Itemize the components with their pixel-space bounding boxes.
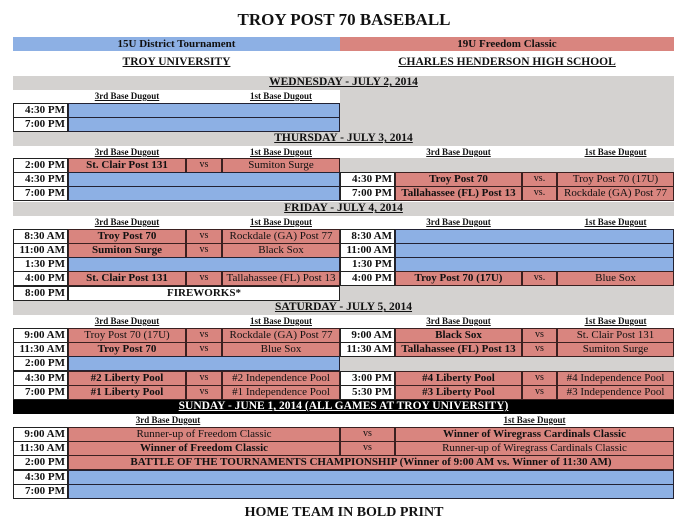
home-team[interactable]: Troy Post 70 bbox=[68, 229, 186, 244]
game-time: 7:00 PM bbox=[13, 484, 68, 499]
open-slot[interactable] bbox=[68, 257, 340, 272]
away-team[interactable]: Sumiton Surge bbox=[557, 342, 674, 357]
open-slot[interactable] bbox=[395, 229, 674, 244]
footer-note: HOME TEAM IN BOLD PRINT bbox=[244, 505, 444, 520]
game-time: 9:00 AM bbox=[13, 427, 68, 442]
game-time: 4:30 PM bbox=[13, 371, 68, 386]
game-time: 2:00 PM bbox=[13, 356, 68, 371]
versus-label: vs bbox=[522, 371, 557, 386]
open-slot[interactable] bbox=[395, 257, 674, 272]
versus-label: vs bbox=[186, 328, 222, 343]
first-base-dugout-label: 1st Base Dugout bbox=[584, 316, 647, 326]
away-team[interactable]: Winner of Wiregrass Cardinals Classic bbox=[395, 427, 674, 442]
schedule-note: BATTLE OF THE TOURNAMENTS CHAMPIONSHIP (Winner of 9:00 AM vs. Winner of 11:30 AM) bbox=[68, 455, 674, 470]
game-time: 1:30 PM bbox=[13, 257, 68, 272]
versus-label: vs bbox=[186, 229, 222, 244]
versus-label: vs bbox=[186, 342, 222, 357]
game-time: 2:00 PM bbox=[13, 455, 68, 470]
third-base-dugout-label: 3rd Base Dugout bbox=[426, 316, 491, 326]
home-team[interactable]: St. Clair Post 131 bbox=[68, 158, 186, 173]
third-base-dugout-label: 3rd Base Dugout bbox=[94, 91, 160, 101]
home-team[interactable]: #3 Liberty Pool bbox=[395, 385, 522, 400]
game-time: 1:30 PM bbox=[340, 257, 395, 272]
game-time: 7:00 PM bbox=[13, 117, 68, 132]
right-empty-area bbox=[340, 286, 674, 301]
home-team[interactable]: Tallahassee (FL) Post 13 bbox=[395, 186, 522, 201]
home-team[interactable]: Runner-up of Freedom Classic bbox=[68, 427, 340, 442]
day-header: SATURDAY - JULY 5, 2014 bbox=[13, 301, 674, 315]
game-time: 7:00 PM bbox=[13, 385, 68, 400]
home-team[interactable]: Sumiton Surge bbox=[68, 243, 186, 258]
home-team[interactable]: Troy Post 70 bbox=[395, 172, 522, 187]
third-base-dugout-label: 3rd Base Dugout bbox=[426, 147, 491, 157]
home-team[interactable]: Troy Post 70 bbox=[68, 342, 186, 357]
day-header: THURSDAY - JULY 3, 2014 bbox=[13, 132, 674, 146]
third-base-dugout-label: 3rd Base Dugout bbox=[94, 217, 160, 227]
away-team[interactable]: #4 Independence Pool bbox=[557, 371, 674, 386]
open-slot[interactable] bbox=[68, 172, 340, 187]
versus-label: vs. bbox=[522, 172, 557, 187]
away-team[interactable]: Runner-up of Wiregrass Cardinals Classic bbox=[395, 441, 674, 456]
right-empty-area bbox=[340, 158, 674, 172]
away-team[interactable]: Rockdale (GA) Post 77 bbox=[222, 328, 340, 343]
third-base-dugout-label: 3rd Base Dugout bbox=[94, 147, 160, 157]
versus-label: vs bbox=[340, 427, 395, 442]
third-base-dugout-label: 3rd Base Dugout bbox=[135, 415, 201, 425]
game-time: 8:30 AM bbox=[340, 229, 395, 244]
home-team[interactable]: St. Clair Post 131 bbox=[68, 271, 186, 286]
versus-label: vs bbox=[186, 243, 222, 258]
home-team[interactable]: #2 Liberty Pool bbox=[68, 371, 186, 386]
game-time: 2:00 PM bbox=[13, 158, 68, 173]
versus-label: vs bbox=[186, 371, 222, 386]
third-base-dugout-label: 3rd Base Dugout bbox=[94, 316, 160, 326]
game-time: 11:30 AM bbox=[13, 342, 68, 357]
away-team[interactable]: Tallahassee (FL) Post 13 bbox=[222, 271, 340, 286]
first-base-dugout-label: 1st Base Dugout bbox=[249, 147, 312, 157]
day-header: SUNDAY - JUNE 1, 2014 (ALL GAMES AT TROY UNIVERSITY) bbox=[13, 400, 674, 414]
first-base-dugout-label: 1st Base Dugout bbox=[249, 217, 312, 227]
away-team[interactable]: #1 Independence Pool bbox=[222, 385, 340, 400]
home-team[interactable]: Black Sox bbox=[395, 328, 522, 343]
first-base-dugout-label: 1st Base Dugout bbox=[584, 217, 647, 227]
left-tournament-band: 15U District Tournament bbox=[13, 37, 340, 51]
day-header: WEDNESDAY - JULY 2, 2014 bbox=[13, 76, 674, 90]
away-team[interactable]: #3 Independence Pool bbox=[557, 385, 674, 400]
game-time: 4:30 PM bbox=[13, 172, 68, 187]
third-base-dugout-label: 3rd Base Dugout bbox=[426, 217, 491, 227]
game-time: 8:30 AM bbox=[13, 229, 68, 244]
versus-label: vs bbox=[522, 328, 557, 343]
right-venue: CHARLES HENDERSON HIGH SCHOOL bbox=[398, 56, 616, 69]
game-time: 7:00 PM bbox=[13, 186, 68, 201]
first-base-dugout-label: 1st Base Dugout bbox=[503, 415, 566, 425]
game-time: 4:00 PM bbox=[340, 271, 395, 286]
schedule-note: FIREWORKS* bbox=[68, 286, 340, 301]
right-tournament-band: 19U Freedom Classic bbox=[340, 37, 674, 51]
home-team[interactable]: Winner of Freedom Classic bbox=[68, 441, 340, 456]
game-time: 9:00 AM bbox=[340, 328, 395, 343]
open-slot[interactable] bbox=[68, 470, 674, 485]
away-team[interactable]: Black Sox bbox=[222, 243, 340, 258]
game-time: 5:30 PM bbox=[340, 385, 395, 400]
versus-label: vs bbox=[186, 158, 222, 173]
away-team[interactable]: Troy Post 70 (17U) bbox=[557, 172, 674, 187]
open-slot[interactable] bbox=[68, 484, 674, 499]
versus-label: vs. bbox=[522, 186, 557, 201]
away-team[interactable]: #2 Independence Pool bbox=[222, 371, 340, 386]
away-team[interactable]: Rockdale (GA) Post 77 bbox=[557, 186, 674, 201]
away-team[interactable]: Rockdale (GA) Post 77 bbox=[222, 229, 340, 244]
versus-label: vs bbox=[186, 385, 222, 400]
game-time: 11:00 AM bbox=[13, 243, 68, 258]
game-time: 7:00 PM bbox=[340, 186, 395, 201]
versus-label: vs. bbox=[522, 271, 557, 286]
game-time: 4:30 PM bbox=[340, 172, 395, 187]
game-time: 4:30 PM bbox=[13, 470, 68, 485]
day-header: FRIDAY - JULY 4, 2014 bbox=[13, 202, 674, 216]
home-team[interactable]: Tallahassee (FL) Post 13 bbox=[395, 342, 522, 357]
open-slot[interactable] bbox=[395, 243, 674, 258]
game-time: 4:30 PM bbox=[13, 103, 68, 118]
away-team[interactable]: Blue Sox bbox=[222, 342, 340, 357]
game-time: 8:00 PM bbox=[13, 286, 68, 301]
page-title: TROY POST 70 BASEBALL bbox=[237, 9, 451, 29]
away-team[interactable]: Blue Sox bbox=[557, 271, 674, 286]
home-team[interactable]: Troy Post 70 (17U) bbox=[68, 328, 186, 343]
open-slot[interactable] bbox=[68, 117, 340, 132]
game-time: 9:00 AM bbox=[13, 328, 68, 343]
away-team[interactable]: St. Clair Post 131 bbox=[557, 328, 674, 343]
home-team[interactable]: #1 Liberty Pool bbox=[68, 385, 186, 400]
home-team[interactable]: #4 Liberty Pool bbox=[395, 371, 522, 386]
versus-label: vs bbox=[522, 342, 557, 357]
game-time: 11:00 AM bbox=[340, 243, 395, 258]
game-time: 3:00 PM bbox=[340, 371, 395, 386]
open-slot[interactable] bbox=[68, 103, 340, 118]
open-slot[interactable] bbox=[68, 186, 340, 201]
versus-label: vs bbox=[340, 441, 395, 456]
game-time: 11:30 AM bbox=[340, 342, 395, 357]
game-time: 4:00 PM bbox=[13, 271, 68, 286]
left-venue: TROY UNIVERSITY bbox=[122, 56, 231, 69]
home-team[interactable]: Troy Post 70 (17U) bbox=[395, 271, 522, 286]
first-base-dugout-label: 1st Base Dugout bbox=[249, 316, 312, 326]
away-team[interactable]: Sumiton Surge bbox=[222, 158, 340, 173]
versus-label: vs bbox=[186, 271, 222, 286]
game-time: 11:30 AM bbox=[13, 441, 68, 456]
open-slot[interactable] bbox=[68, 356, 340, 371]
first-base-dugout-label: 1st Base Dugout bbox=[584, 147, 647, 157]
right-empty-area bbox=[340, 356, 674, 371]
versus-label: vs bbox=[522, 385, 557, 400]
first-base-dugout-label: 1st Base Dugout bbox=[249, 91, 312, 101]
